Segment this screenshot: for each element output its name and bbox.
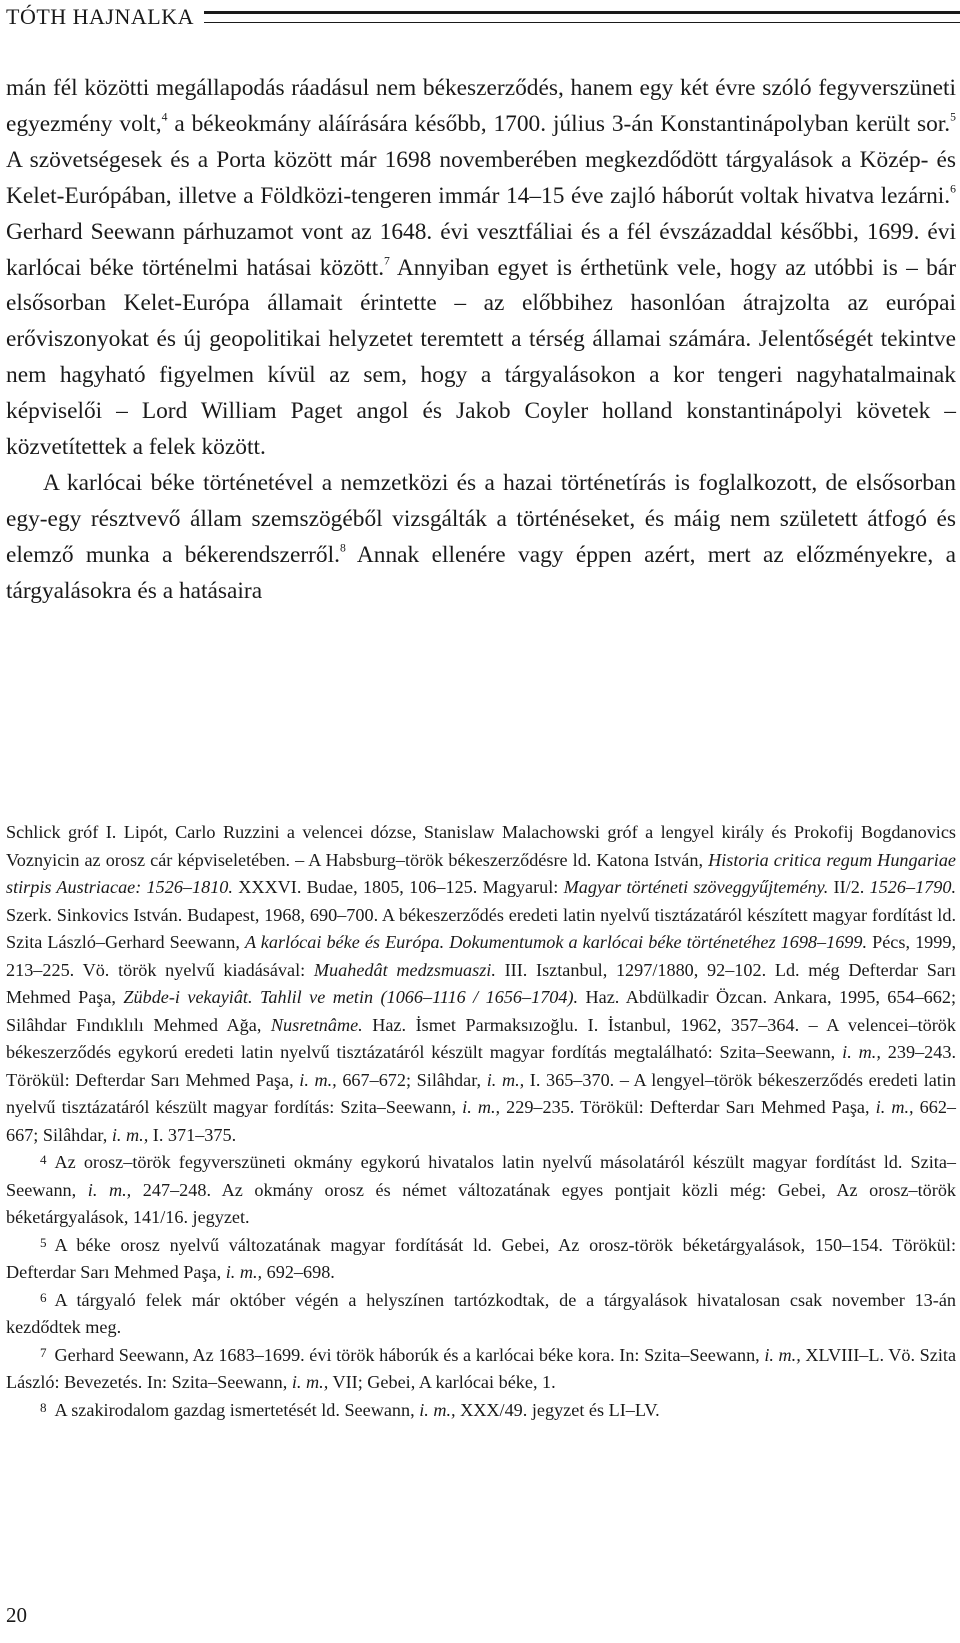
footnote-6: 6 A tárgyaló felek már október végén a helyszínen tartózkodtak, de a tárgyalások hivatalosan csak november 13-án kezdődtek meg. [6,1289,956,1337]
footnote-4: 4 Az orosz–török fegyverszüneti okmány egykorú hivatalos latin nyelvű másolatáról készült magyar fordítást ld. Szita–Seewann, i. m., 247–248. Az okmány orosz és német változatának egyes pontjait közli még: Gebei, Az orosz–török béketárgyalások, 141/16. jegyzet. [6,1152,957,1227]
footnote-ref-5[interactable]: 5 [950,110,956,124]
footnote-ref-4[interactable]: 4 [161,110,168,124]
footnote-ref-7[interactable]: 7 [384,254,390,268]
footnotes-section [6,819,956,1424]
footnote-ref-6[interactable]: 6 [950,182,956,196]
paragraph-2: A karlócai béke történetével a nemzetközi és a hazai történetírás is foglalkozott, de elsősorban egy-egy résztvevő állam szemszögéből vizsgálták a történéseket, és máig nem született átfogó és elemző munka a békerendszerről.$^8$ Annak ellenére vagy éppen azért, mert az előzményekre, a tárgyalásokra és a hatásaira [6,469,956,604]
footnote-5: 5 A béke orosz nyelvű változatának magyar fordítását ld. Gebei, Az orosz-török béketárgyalások, 150–154. Törökül: Defterdar Sarı Mehmed Paşa, i. m., 692–698. [6,1234,956,1282]
footnote-7: 7 Gerhard Seewann, Az 1683–1699. évi török háborúk és a karlócai béke kora. In: Szita–Seewann, i. m., XLVIII–L. Vö. Szita László: Bevezetés. In: Szita–Seewann, i. m., VII; Gebei, A karlócai béke, 1. [6,1344,957,1392]
running-head-author: TÓTH HAJNALKA [6,4,194,29]
header-double-rule [204,11,960,23]
page-number: 20 [6,1603,27,1627]
footnote-continuation: Schlick gróf I. Lipót, Carlo Ruzzini a velencei dózse, Stanislaw Malachowski gróf a lengyel király és Prokofij Bogdanovics Voznyicin az orosz cár képviseletében. – A Habsburg–török békeszerződésre ld. Katona István, Historia critica regum Hungariae stirpis Austriacae: 1526–1810. XXXVI. Budae, 1805, 106–125. Magyarul: Magyar történeti szöveggyűjtemény. II/2. 1526–1790. Szerk. Sinkovics István. Budapest, 1968, 690–700. A békeszerződés eredeti latin nyelvű tisztázatáról készített magyar fordítást ld. Szita László–Gerhard Seewann, A karlócai béke és Európa. Dokumentumok a karlócai béke történetéhez 1698–1699. Pécs, 1999, 213–225. Vö. török nyelvű kiadásával: Muahedât medzsmuaszi. III. Isztanbul, 1297/1880, 92–102. Ld. még Defterdar Sarı Mehmed Paşa, Zübde-i vekayiât. Tahlil ve metin (1066–1116 / 1656–1704). Haz. Abdülkadir Özcan. Ankara, 1995, 654–662; Silâhdar Fındıklılı Mehmed Ağa, Nusretnâme. Haz. İsmet Parmaksızoğlu. I. İstanbul, 1962, 357–364. – A velencei–török békeszerződés egykorú eredeti latin nyelvű tisztázatáról készült magyar fordítás megtalálható: Szita–Seewann, i. m., 239–243. Törökül: Defterdar Sarı Mehmed Paşa, i. m., 667–672; Silâhdar, i. m., I. 365–370. – A lengyel–török békeszerződés eredeti latin nyelvű tisztázatáról készült magyar fordítás: Szita–Seewann, i. m., 229–235. Törökül: Defterdar Sarı Mehmed Paşa, i. m., 662–667; Silâhdar, i. m., I. 371–375. [6,822,957,1145]
footnote-8: 8 A szakirodalom gazdag ismertetését ld. Seewann, i. m., XXX/49. jegyzet és LI–LV. [40,1399,660,1420]
paragraph-1: mán fél közötti megállapodás ráadásul nem békeszerződés, hanem egy két évre szóló fegyverszüneti egyezmény volt,$^4$ a békeokmány aláírására később, 1700. július 3-án Konstantinápolyban került sor.$^5$ A szövetségesek és a Porta között már 1698 novemberében megkezdődött tárgyalások a Közép- és Kelet-Európában, illetve a Földközi-tengeren immár 14–15 éve zajló háborút voltak hivatva lezárni.$^6$ Gerhard Seewann párhuzamot vont az 1648. évi vesztfáliai és a fél évszázaddal későbbi, 1699. évi karlócai béke történelmi hatásai között.$^7$ Annyiban egyet is érthetünk vele, hogy az utóbbi is – bár elsősorban Kelet-Európa államait érintette – az előbbihez hasonlóan átrajzolta az európai erőviszonyokat és új geopolitikai helyzetet teremtett a térség államai számára. Jelentőségét tekintve nem hagyható figyelmen kívül az sem, hogy a tárgyalásokon a kor tengeri nagyhatalmainak képviselői – Lord William Paget angol és Jakob Coyler holland konstantinápolyi követek – közvetítettek a felek között. [6,75,956,461]
running-header [6,2,960,32]
footnote-ref-8[interactable]: 8 [339,541,346,555]
body-text [6,71,956,610]
